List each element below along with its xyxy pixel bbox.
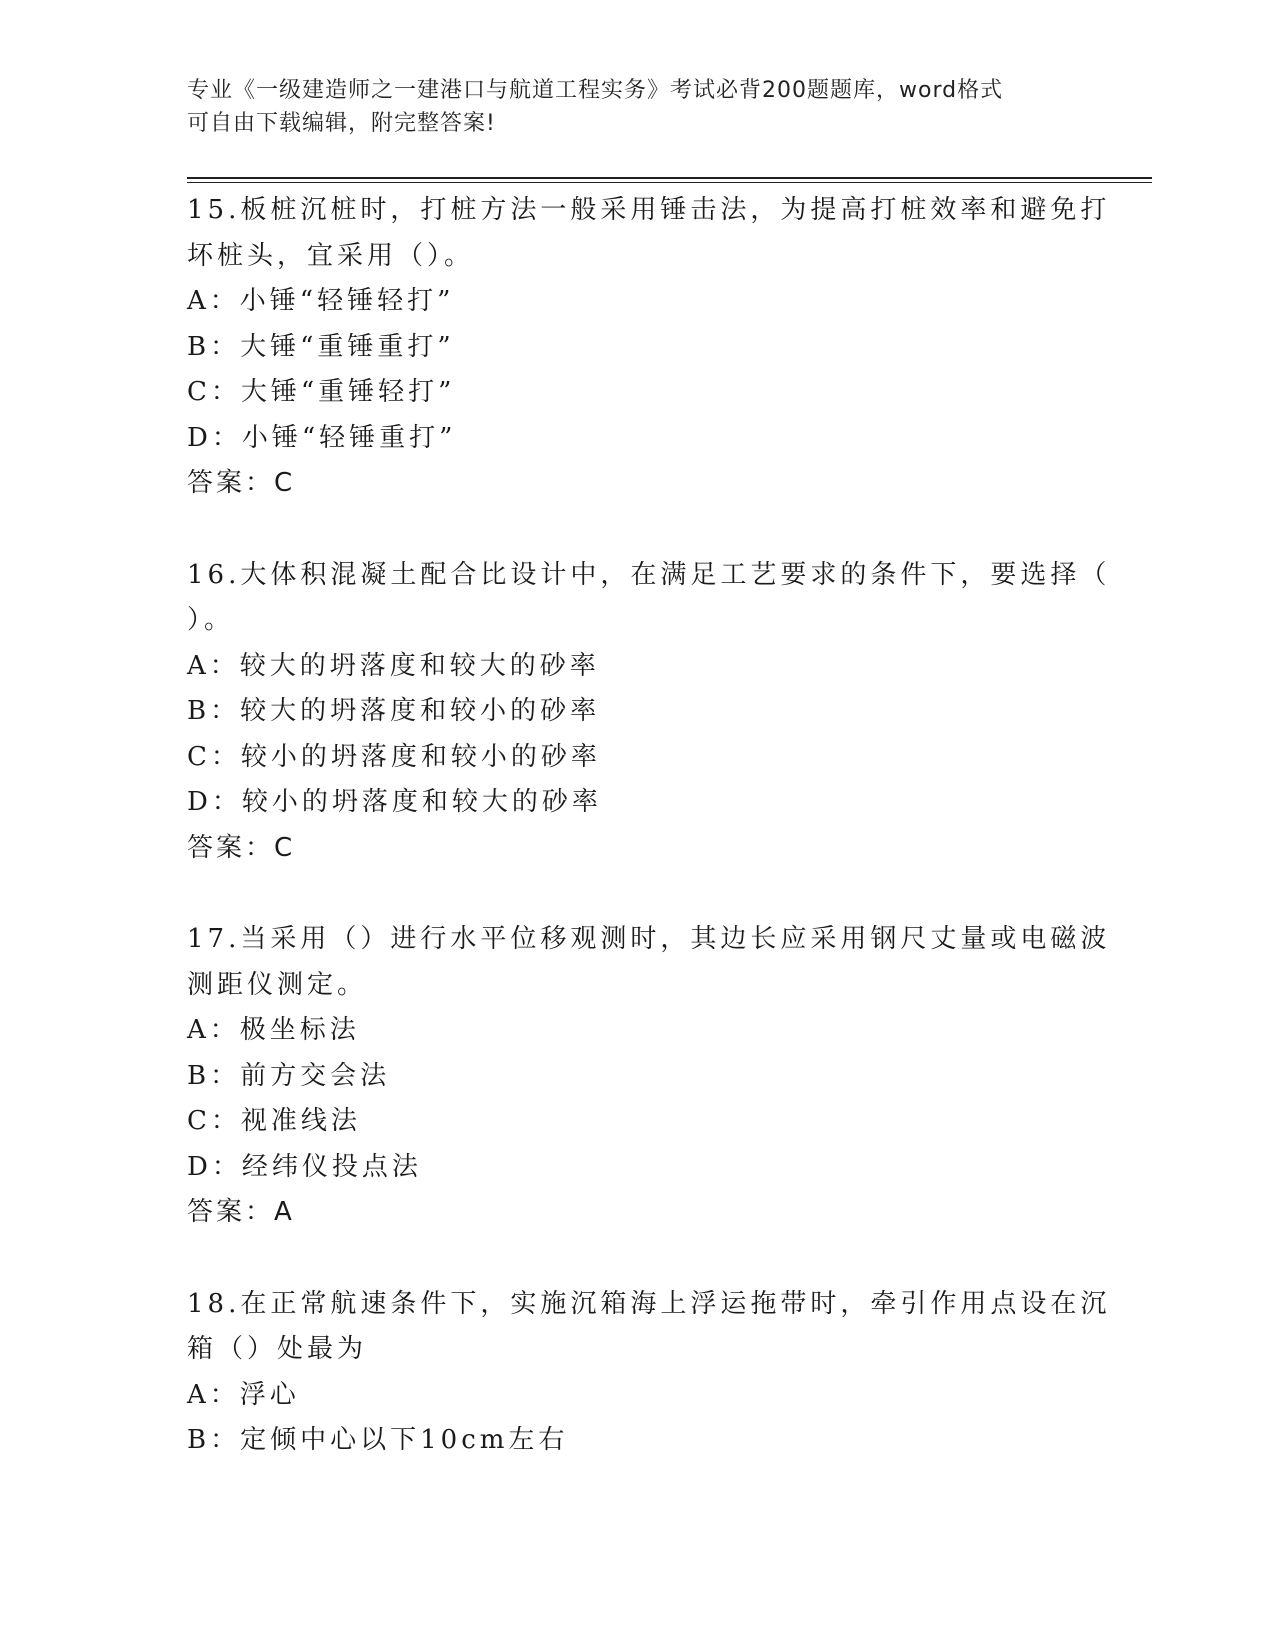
option-b: B：大锤“重锤重打” bbox=[187, 331, 455, 362]
question-18 bbox=[187, 1282, 1111, 1464]
header-line-2: 可自由下载编辑，附完整答案! bbox=[187, 111, 496, 136]
answer-line: 答案：C bbox=[187, 832, 296, 863]
option-c: C：视准线法 bbox=[187, 1106, 361, 1136]
question-stem: 16.大体积混凝土配合比设计中，在满足工艺要求的条件下，要选择（ bbox=[187, 559, 1111, 590]
option-c: C：大锤“重锤轻打” bbox=[187, 377, 456, 407]
option-a: A：极坐标法 bbox=[187, 1015, 360, 1045]
option-b: B：较大的坍落度和较小的砂率 bbox=[187, 696, 601, 726]
option-d: D：较小的坍落度和较大的砂率 bbox=[187, 787, 602, 817]
header-divider-thick bbox=[187, 177, 1152, 179]
option-a: A：较大的坍落度和较大的砂率 bbox=[187, 650, 600, 681]
answer-line: 答案：C bbox=[187, 468, 296, 498]
header-divider-thin bbox=[187, 182, 1152, 183]
option-a: A：浮心 bbox=[187, 1379, 300, 1410]
document-header bbox=[187, 74, 1067, 140]
question-17 bbox=[187, 917, 1111, 1236]
question-stem: 18.在正常航速条件下，实施沉箱海上浮运拖带时，牵引作用点设在沉 bbox=[187, 1288, 1111, 1319]
option-b: B：定倾中心以下10cm左右 bbox=[187, 1425, 569, 1455]
option-b: B：前方交会法 bbox=[187, 1060, 391, 1091]
option-d: D：小锤“轻锤重打” bbox=[187, 422, 457, 453]
question-stem: 15.板桩沉桩时，打桩方法一般采用锤击法，为提高打桩效率和避免打 bbox=[187, 195, 1111, 225]
question-16 bbox=[187, 553, 1111, 872]
option-d: D：经纬仪投点法 bbox=[187, 1151, 422, 1182]
answer-line: 答案：A bbox=[187, 1197, 295, 1227]
option-a: A：小锤“轻锤轻打” bbox=[187, 286, 455, 316]
question-stem: 17.当采用（）进行水平位移观测时，其边长应采用钢尺丈量或电磁波 bbox=[187, 924, 1111, 954]
question-15 bbox=[187, 188, 1111, 507]
header-line-1: 专业《一级建造师之一建港口与航道工程实务》考试必背200题题库，word格式 bbox=[187, 78, 1004, 103]
option-c: C：较小的坍落度和较小的砂率 bbox=[187, 741, 601, 772]
question-stem-continued: 坏桩头，宜采用（）。 bbox=[187, 240, 475, 271]
question-stem-continued: ）。 bbox=[187, 605, 235, 635]
question-stem-continued: 测距仪测定。 bbox=[187, 969, 368, 1000]
question-stem-continued: 箱（）处最为 bbox=[187, 1334, 368, 1364]
question-list bbox=[187, 188, 1111, 1510]
